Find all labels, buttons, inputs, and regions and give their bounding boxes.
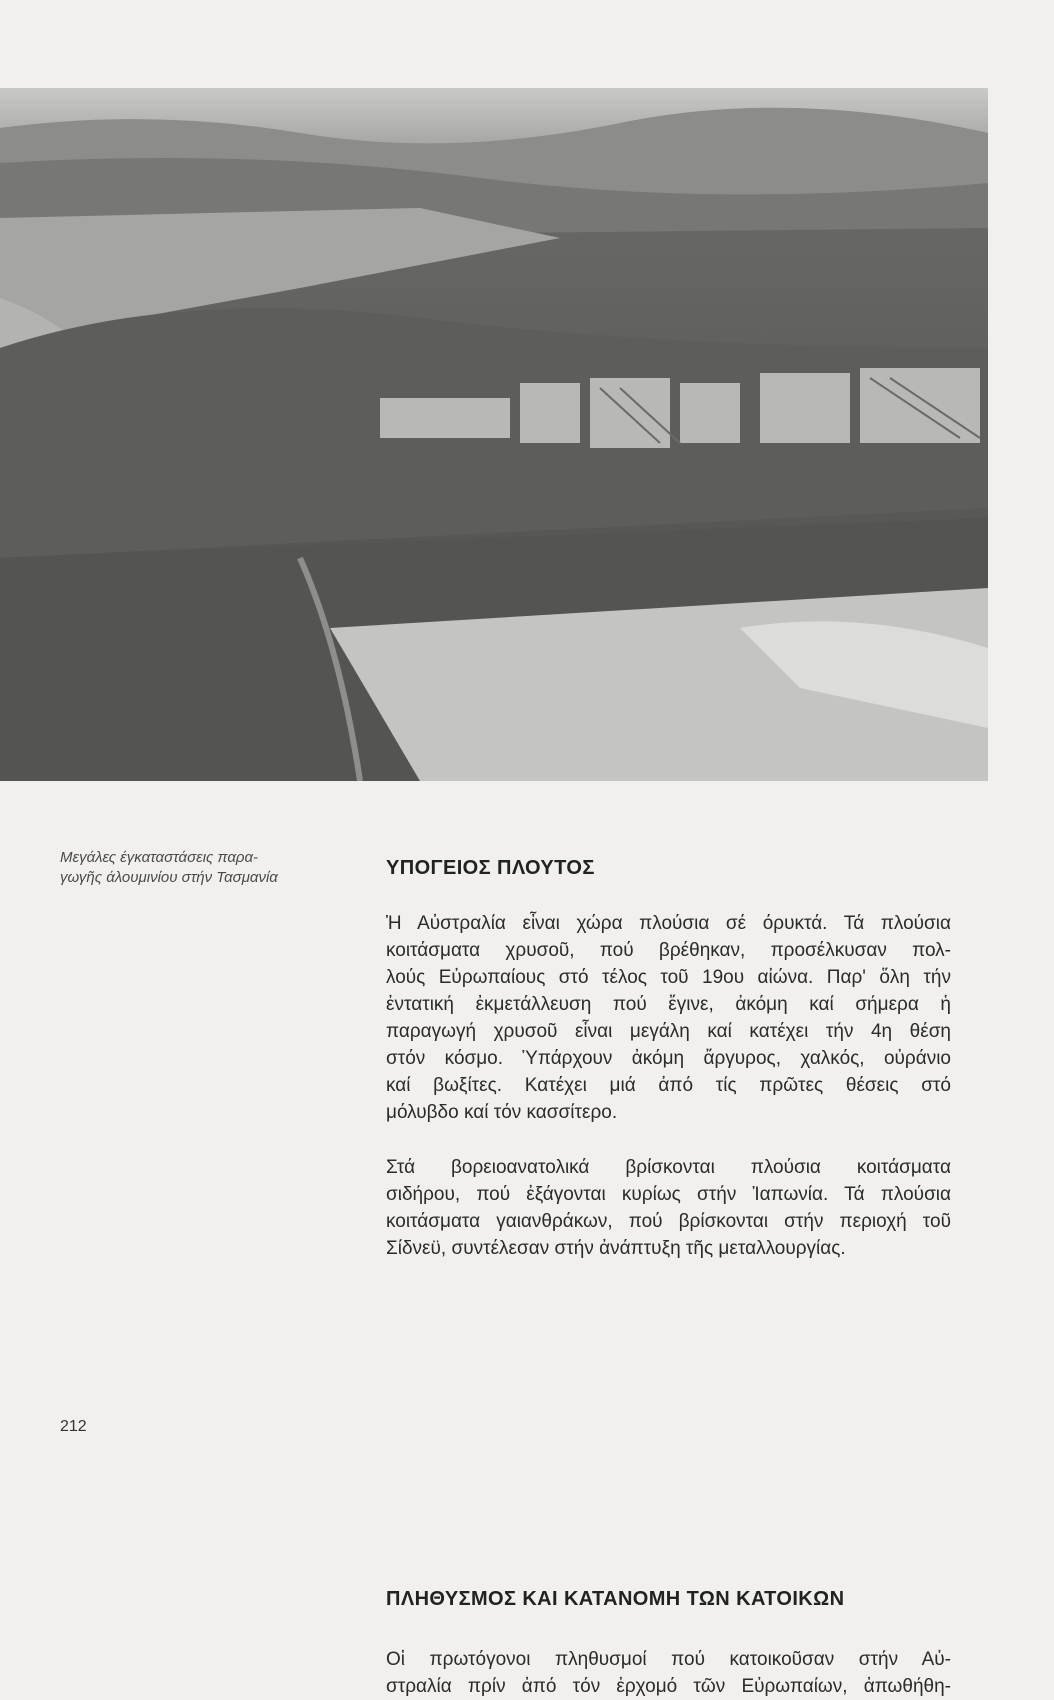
section-title: ΠΛΗΘΥΣΜΟΣ ΚΑΙ ΚΑΤΑΝΟΜΗ ΤΩΝ ΚΑΤΟΙΚΩΝ (386, 1588, 845, 1610)
section1-paragraph1 (386, 910, 951, 1126)
text-line: καί βωξίτες. Κατέχει μιά ἀπό τίς πρῶτες θέσεις στό (386, 1075, 951, 1096)
text-line: στόν κόσμο. Ὑπάρχουν ἀκόμη ἄργυρος, χαλκός, οὐράνιο (386, 1048, 951, 1069)
photo-illustration (0, 88, 988, 781)
text-line: κοιτάσματα χρυσοῦ, πού βρέθηκαν, προσέλκυσαν πολ- (386, 940, 951, 961)
text-line: κοιτάσματα γαιανθράκων, πού βρίσκονται στήν περιοχή τοῦ (386, 1211, 951, 1232)
aerial-plant-photo (0, 88, 988, 781)
page-number: 212 (60, 1418, 87, 1435)
text-line: Σίδνεϋ, συντέλεσαν στήν ἀνάπτυξη τῆς μεταλλουργίας. (386, 1238, 846, 1259)
text-line: λούς Εὐρωπαίους στό τέλος τοῦ 19ου αἰώνα. Παρ' ὅλη τήν (386, 967, 951, 988)
text-line: Ἡ Αὐστραλία εἶναι χώρα πλούσια σέ όρυκτά. Τά πλούσια (386, 913, 951, 934)
text-line: Οἱ πρωτόγονοι πληθυσμοί πού κατοικοῦσαν στήν Αὐ- (386, 1649, 951, 1670)
text-line: σιδήρου, πού ἐξάγονται κυρίως στήν Ἰαπωνία. Τά πλούσια (386, 1184, 951, 1205)
text-line: μόλυβδο καί τόν κασσίτερο. (386, 1102, 618, 1123)
text-line: Στά βορειοανατολικά βρίσκονται πλούσια κοιτάσματα (386, 1157, 951, 1178)
caption-line: Μεγάλες έγκαταστάσεις παρα- (60, 849, 259, 866)
section2-paragraph1 (386, 1646, 951, 1700)
text-line: παραγωγή χρυσοῦ εἶναι μεγάλη καί κατέχει τήν 4η θέση (386, 1021, 951, 1042)
section-title: ΥΠΟΓΕΙΟΣ ΠΛΟΥΤΟΣ (386, 857, 595, 879)
photo-caption (60, 848, 340, 888)
caption-line: γωγῆς άλουμινίου στήν Τασμανία (60, 869, 278, 886)
text-line: στραλία πρίν ἀπό τόν ἐρχομό τῶν Εὐρωπαίων, ἀπωθήθη- (386, 1676, 951, 1697)
text-line: ἐντατική ἐκμετάλλευση πού ἔγινε, ἀκόμη καί σήμερα ἡ (386, 994, 951, 1015)
section1-paragraph2 (386, 1154, 951, 1262)
